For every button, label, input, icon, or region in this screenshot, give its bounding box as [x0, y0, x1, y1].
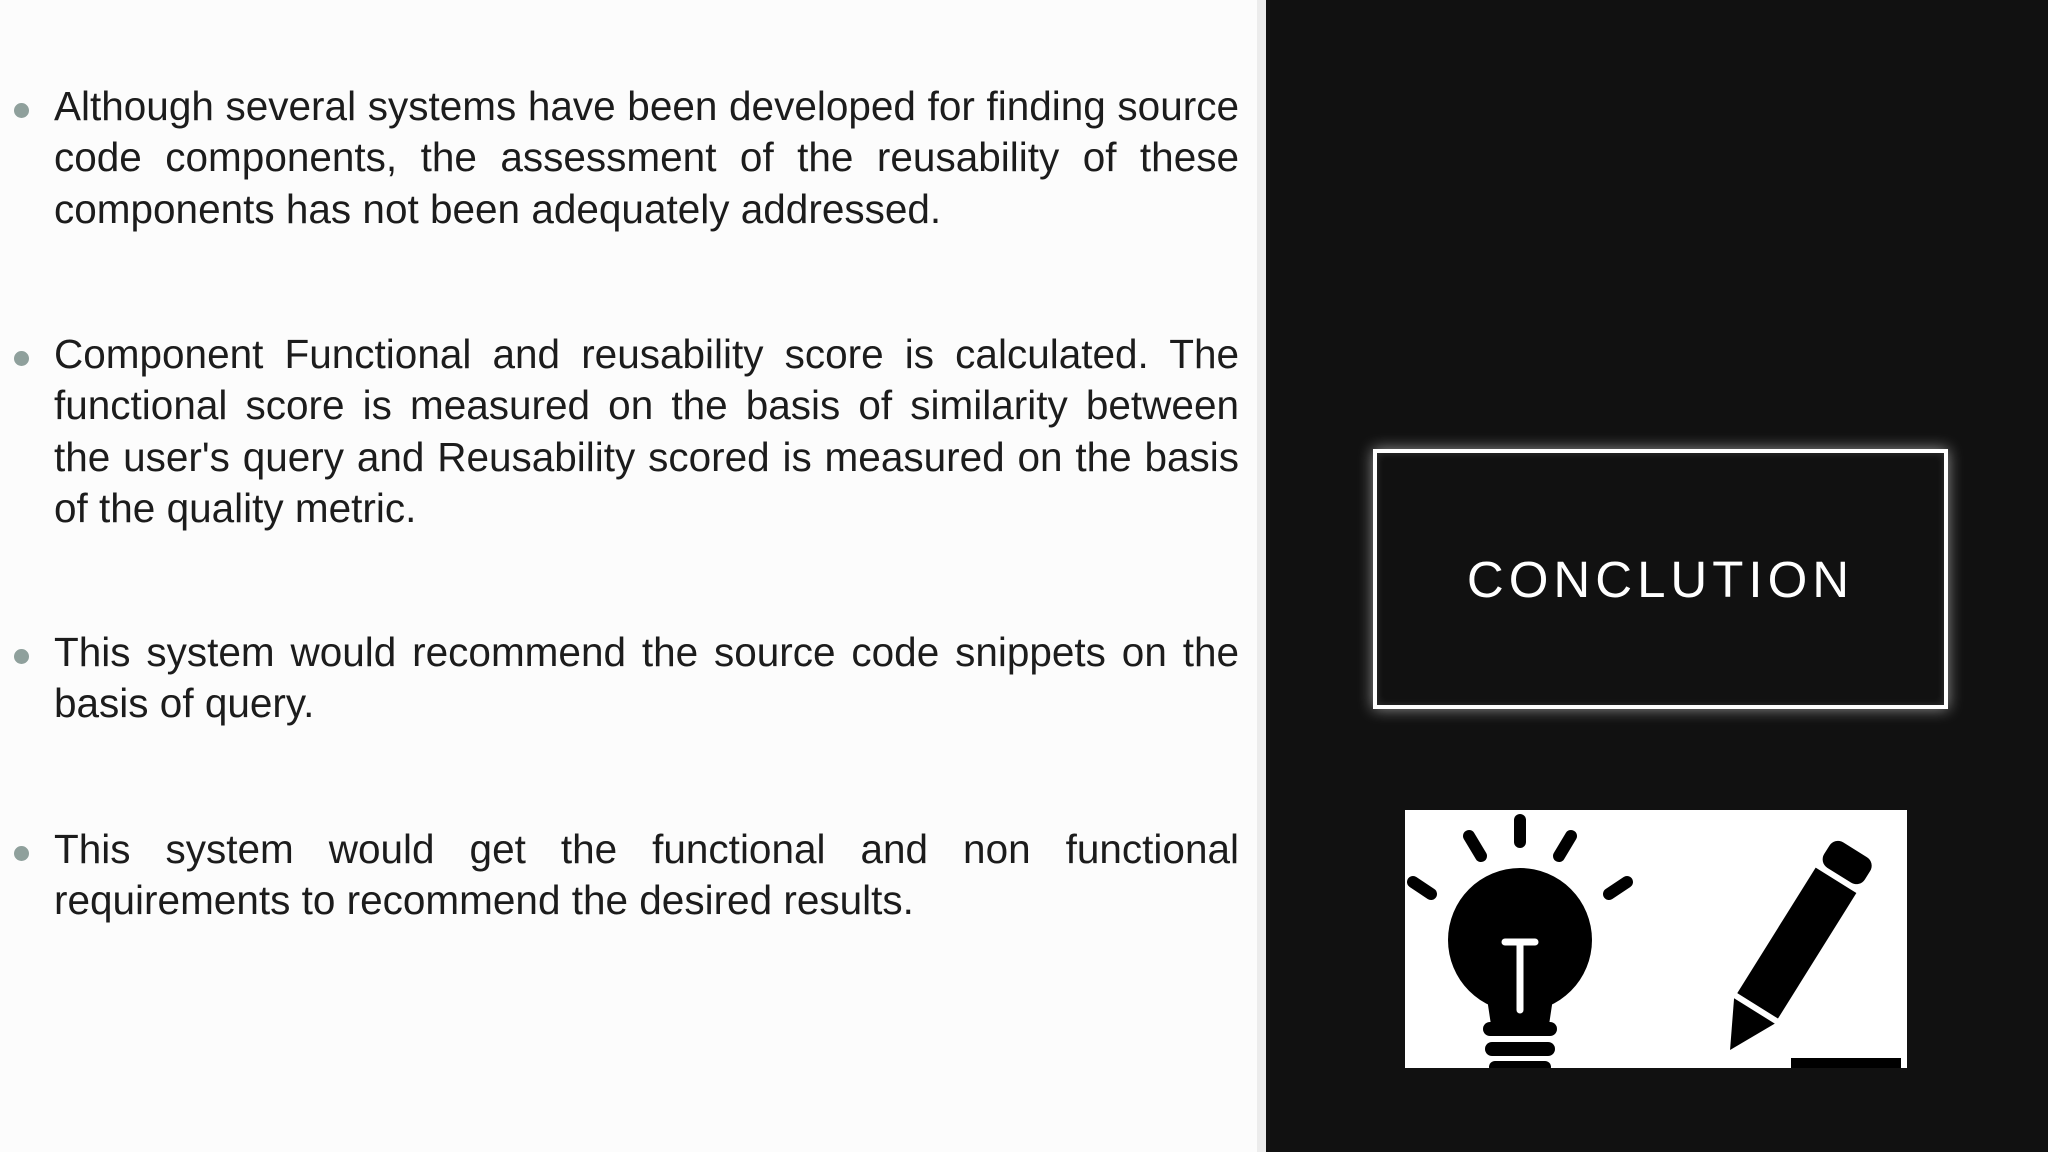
lightbulb-icon [1413, 820, 1627, 1068]
bullet-dot [14, 649, 29, 664]
bullet-text-2: Component Functional and reusability score is calculated. The functional score is measured on the basis of similarity between the user's query and Reusability scored is measured on the basis of the quality metric. [54, 331, 1239, 531]
title-frame [1373, 449, 1948, 709]
bullet-dot [14, 846, 29, 861]
illustration [1405, 810, 1907, 1068]
panel-divider [1257, 0, 1266, 1152]
bullet-text-3: This system would recommend the source code snippets on the basis of query. [54, 629, 1239, 727]
illustration-graphic [1405, 810, 1907, 1068]
bullet-text-1: Although several systems have been developed for finding source code components, the assessment of the reusability of these components has not been adequately addressed. [54, 83, 1239, 232]
slide-title: CONCLUTION [1466, 550, 1855, 608]
bullet-dot [14, 351, 29, 366]
pencil-icon [1710, 837, 1901, 1068]
bullet-dot [14, 103, 29, 118]
bullet-text-4: This system would get the functional and non functional requirements to recommend the desired results. [54, 826, 1239, 924]
